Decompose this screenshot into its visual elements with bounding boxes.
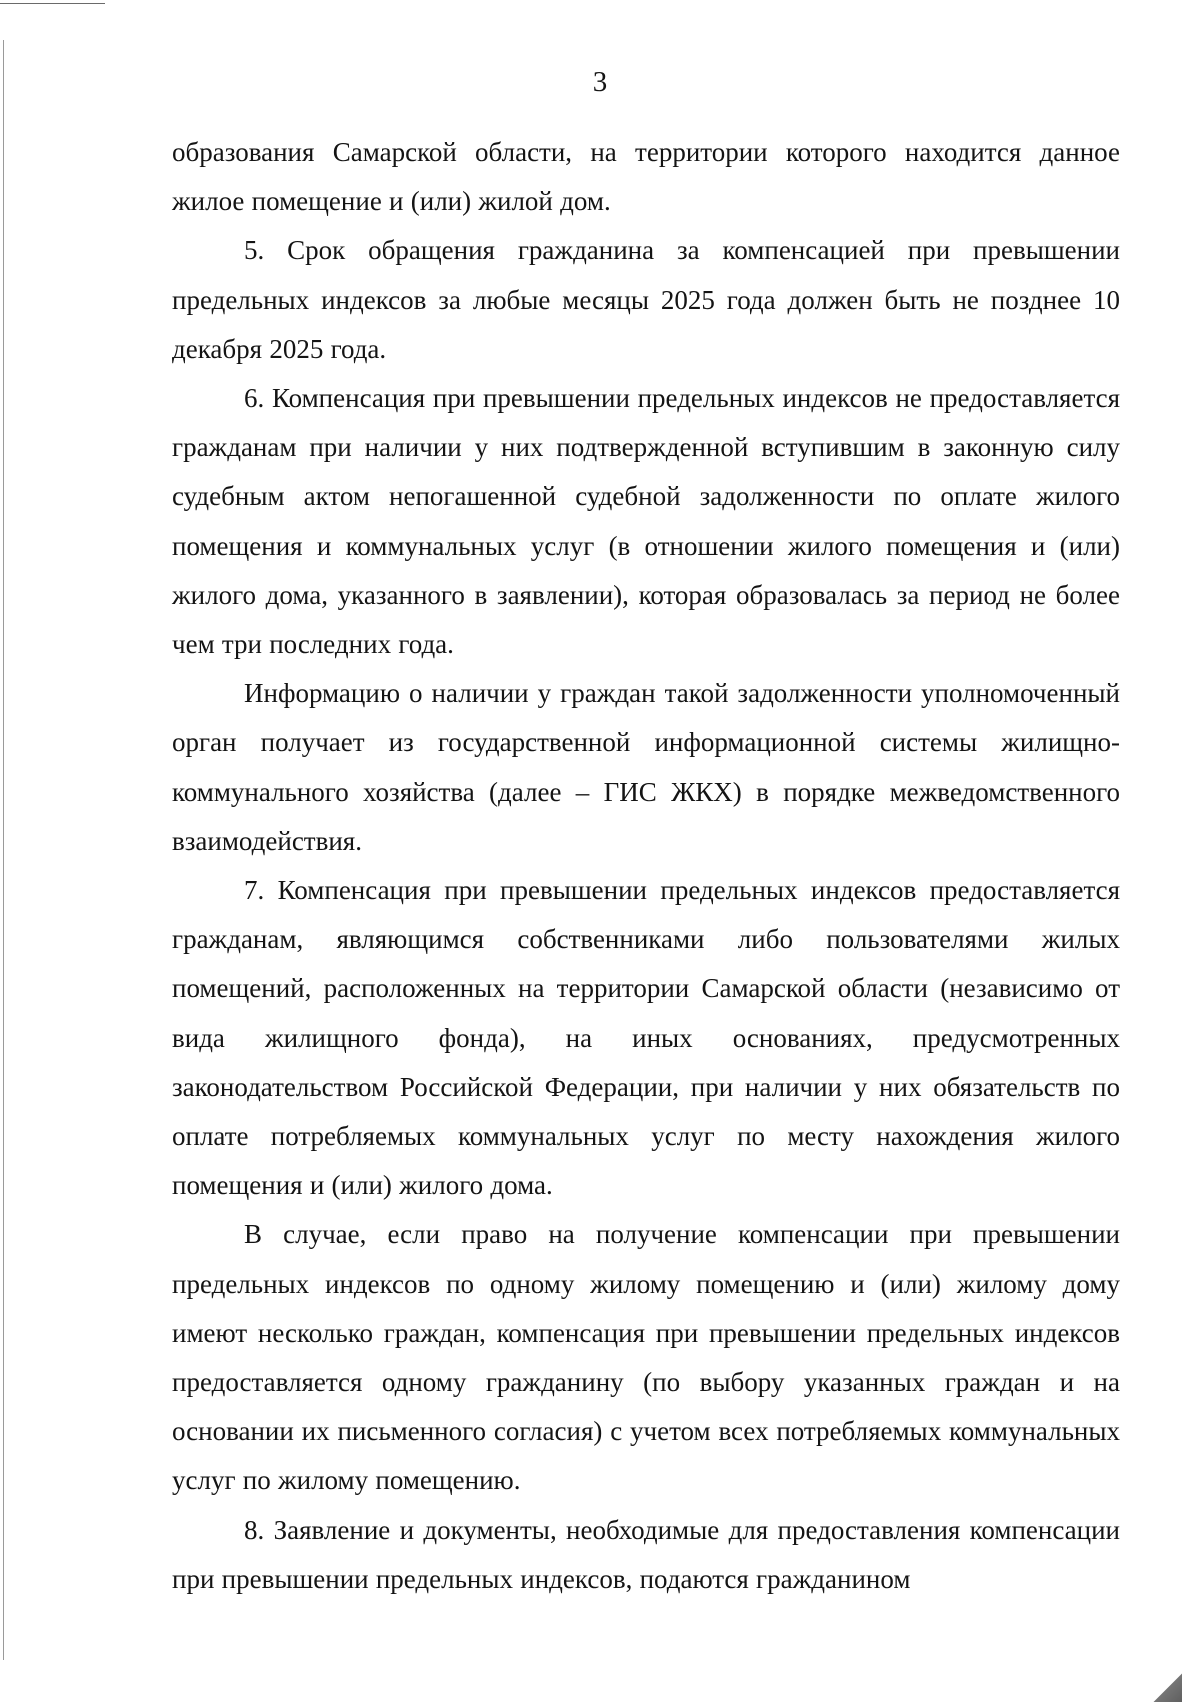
page-number: 3 [592,66,608,98]
paragraph-item-6: 6. Компенсация при превышении предельных индексов не предоставляется гражданам при наличии у них подтвержденной вступившим в законную силу судебным актом непогашенной судебной задолженности по оплате жилого помещения и коммунальных услуг (в отношении жилого помещения и (или) жилого дома, указанного в заявлении), которая образовалась за период не более чем три последних года. [172,383,1120,660]
scan-edge-top [0,3,105,4]
paragraph-gis-information: Информацию о наличии у граждан такой задолженности уполномоченный орган получает из государственной информационной системы жилищно-коммунального хозяйства (далее – ГИС ЖКХ) в порядке межведомственного взаимодействия. [172,678,1120,856]
scan-corner-mark [1148,1672,1182,1702]
paragraph-item-5: 5. Срок обращения гражданина за компенсацией при превышении предельных индексов за любые месяцы 2025 года должен быть не позднее 10 декабря 2025 года. [172,235,1120,364]
document-body [172,128,1120,1604]
paragraph-item-8: 8. Заявление и документы, необходимые для предоставления компенсации при превышении предельных индексов, подаются гражданином [172,1514,1120,1594]
paragraph-continuation: образования Самарской области, на территории которого находится данное жилое помещение и (или) жилой дом. [172,137,1120,217]
paragraph-multiple-citizens: В случае, если право на получение компенсации при превышении предельных индексов по одному жилому помещению и (или) жилому дому имеют несколько граждан, компенсация при превышении предельных индексов предоставляется одному гражданину (по выбору указанных граждан и на основании их письменного согласия) с учетом всех потребляемых коммунальных услуг по жилому помещению. [172,1219,1120,1496]
scan-edge-left [3,40,4,1660]
paragraph-item-7: 7. Компенсация при превышении предельных индексов предоставляется гражданам, являющимся собственниками либо пользователями жилых помещений, расположенных на территории Самарской области (независимо от вида жилищного фонда), на иных основаниях, предусмотренных законодательством Российской Федерации, при наличии у них обязательств по оплате потребляемых коммунальных услуг по месту нахождения жилого помещения и (или) жилого дома. [172,875,1120,1201]
